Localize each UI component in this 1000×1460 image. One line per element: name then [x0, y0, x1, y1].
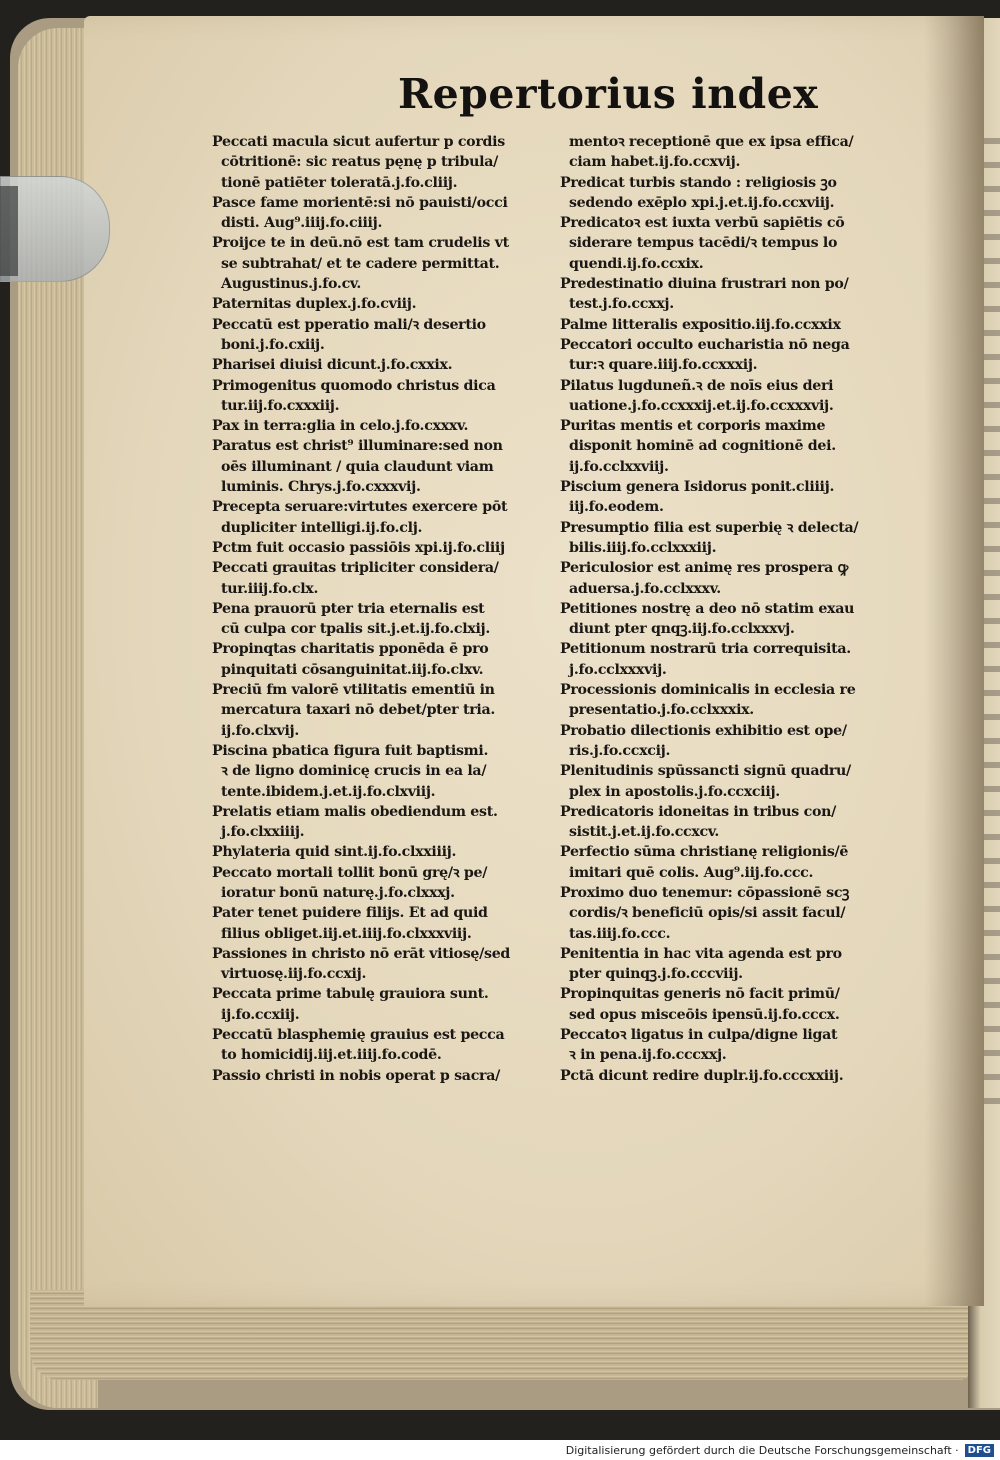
- index-entry: Phylateria quid sint.ij.fo.clxxiiij.: [212, 844, 457, 861]
- index-entry: Palme litteralis expositio.iij.fo.ccxxix: [560, 316, 841, 333]
- index-entry: Piscium genera Isidorus ponit.cliiij.: [560, 479, 835, 496]
- index-entry: Plenitudinis spūssancti signū quadru/: [560, 763, 851, 780]
- index-line-continuation: virtuosę.iij.fo.ccxij.: [221, 966, 367, 983]
- index-entry: Primogenitus quomodo christus dica: [212, 377, 496, 394]
- index-entry: Precepta seruare:virtutes exercere pōt: [212, 499, 508, 516]
- index-entry: Peccatoꝛ ligatus in culpa/digne ligat: [560, 1027, 838, 1044]
- index-line-continuation: ij.fo.cclxxviij.: [569, 458, 669, 475]
- index-line-continuation: plex in apostolis.j.fo.ccxciij.: [569, 783, 780, 800]
- index-line-continuation: cū culpa cor tpalis sit.j.et.ij.fo.clxij.: [221, 621, 491, 638]
- index-line-continuation: test.j.fo.ccxxj.: [569, 296, 674, 313]
- index-line-continuation: j.fo.clxxiiij.: [221, 824, 305, 841]
- index-line-continuation: mentoꝛ receptionē que ex ipsa effica/: [569, 134, 854, 150]
- index-line-continuation: boni.j.fo.cxiij.: [221, 336, 325, 353]
- index-entry: Peccato mortali tollit bonū grę/ꝛ pe/: [212, 864, 488, 881]
- index-line-continuation: siderare tempus tacēdi/ꝛ tempus lo: [569, 235, 838, 252]
- index-entry: Peccatori occulto eucharistia nō nega: [560, 336, 850, 353]
- index-line-continuation: Augustinus.j.fo.cv.: [221, 276, 362, 293]
- index-line-continuation: se subtrahat/ et te cadere permittat.: [221, 255, 500, 272]
- footer-credit: Digitalisierung gefördert durch die Deutsche Forschungsgemeinschaft ·: [565, 1443, 959, 1457]
- dfg-logo: DFG: [965, 1444, 994, 1457]
- index-entry: Pasce fame morientē:si nō pauisti/occi: [212, 194, 508, 211]
- index-line-continuation: disponit hominē ad cognitionē dei.: [569, 438, 836, 455]
- index-entry: Predicatoꝛ est iuxta verbū sapiētis cō: [560, 215, 845, 232]
- index-line-continuation: dupliciter intelligi.ij.fo.clj.: [221, 519, 423, 536]
- index-entry: Peccata prime tabulę grauiora sunt.: [212, 986, 489, 1003]
- index-line-continuation: tur.iij.fo.cxxxiij.: [221, 397, 340, 414]
- index-line-continuation: filius obliget.iij.et.iiij.fo.clxxxviij.: [221, 925, 472, 942]
- index-entry: Predicatoris idoneitas in tribus con/: [560, 803, 837, 820]
- index-entry: Predestinatio diuina frustrari non po/: [560, 276, 849, 293]
- index-line-continuation: iij.fo.eodem.: [569, 499, 664, 516]
- index-line-continuation: luminis. Chrys.j.fo.cxxxvij.: [221, 479, 421, 496]
- index-line-continuation: sed opus misceōis ipensū.ij.fo.cccx.: [569, 1006, 840, 1023]
- index-entry: Passiones in christo nō erāt vitiosę/sed: [212, 945, 511, 962]
- index-entry: Proijce te in deū.nō est tam crudelis vt: [212, 235, 509, 252]
- index-entry: Perfectio sūma christianę religionis/ē: [560, 844, 849, 861]
- index-line-continuation: ꝛ in pena.ij.fo.cccxxj.: [569, 1047, 727, 1064]
- index-line-continuation: tente.ibidem.j.et.ij.fo.clxviij.: [221, 783, 436, 800]
- index-line-continuation: tas.iiij.fo.ccc.: [569, 925, 671, 942]
- index-line-continuation: oēs illuminant / quia claudunt viam: [221, 458, 494, 475]
- index-line-continuation: disti. Aug⁹.iiij.fo.ciiij.: [221, 215, 383, 232]
- index-line-continuation: diunt pter qnqꝫ.iij.fo.cclxxxvj.: [569, 621, 795, 638]
- spine-shadow: [924, 16, 984, 1306]
- index-entry: Prelatis etiam malis obediendum est.: [212, 803, 498, 820]
- index-line-continuation: tur:ꝛ quare.iiij.fo.ccxxxij.: [569, 357, 758, 374]
- index-line-continuation: j.fo.cclxxxvij.: [569, 661, 667, 678]
- right-column: [560, 132, 896, 1086]
- index-entry: Peccati grauitas tripliciter considera/: [212, 560, 499, 577]
- index-entry: Petitionum nostrarū tria correquisita.: [560, 641, 851, 658]
- index-entry: Pena prauorū pter tria eternalis est: [212, 600, 485, 617]
- index-entry: Puritas mentis et corporis maxime: [560, 418, 826, 435]
- index-entry: Predicat turbis stando : religiosis ꝫo: [560, 174, 837, 191]
- index-line-continuation: tionē patiēter toleratā.j.fo.cliij.: [221, 174, 458, 191]
- index-entry: Preciū fm valorē vtilitatis ementiū in: [212, 682, 495, 699]
- index-line-continuation: ciam habet.ij.fo.ccxvij.: [569, 154, 741, 171]
- index-line-continuation: cordis/ꝛ beneficiū opis/si assit facul/: [569, 905, 846, 922]
- index-entry: Propinquitas generis nō facit primū/: [560, 986, 840, 1003]
- footer-bar: [0, 1440, 1000, 1460]
- index-line-continuation: quendi.ij.fo.ccxix.: [569, 255, 704, 272]
- index-line-continuation: tur.iiij.fo.clx.: [221, 580, 319, 597]
- index-entry: Pctm fuit occasio passiōis xpi.ij.fo.cliij: [212, 539, 505, 556]
- index-entry: Propinqtas charitatis pponēda ē pro: [212, 641, 489, 658]
- index-entry: Paternitas duplex.j.fo.cviij.: [212, 296, 417, 313]
- index-line-continuation: to homicidij.iij.et.iiij.fo.codē.: [221, 1047, 442, 1064]
- index-entry: Petitiones nostrę a deo nō statim exau: [560, 600, 855, 617]
- left-column: [212, 132, 554, 1086]
- index-line-continuation: ioratur bonū naturę.j.fo.clxxxj.: [221, 884, 455, 901]
- index-entry: Passio christi in nobis operat p sacra/: [212, 1067, 500, 1084]
- index-entry: Periculosior est animę res prospera ꝙ: [560, 560, 849, 577]
- index-entry: Pater tenet puidere filijs. Et ad quid: [212, 905, 488, 922]
- index-line-continuation: mercatura taxari nō debet/pter tria.: [221, 702, 496, 719]
- index-line-continuation: imitari quē colis. Aug⁹.iij.fo.ccc.: [569, 864, 814, 881]
- index-line-continuation: bilis.iiij.fo.cclxxxiij.: [569, 539, 717, 556]
- page-title: Repertorius index: [398, 70, 819, 118]
- index-line-continuation: cōtritionē: sic reatus pęnę p tribula/: [221, 154, 498, 171]
- index-entry: Pharisei diuisi dicunt.j.fo.cxxix.: [212, 357, 453, 374]
- index-line-continuation: ris.j.fo.ccxcij.: [569, 742, 671, 759]
- index-line-continuation: sedendo exēplo xpi.j.et.ij.fo.ccxviij.: [569, 194, 835, 211]
- index-entry: Pax in terra:glia in celo.j.fo.cxxxv.: [212, 418, 469, 435]
- index-entry: Pilatus lugduneñ.ꝛ de noīs eius deri: [560, 377, 834, 394]
- index-line-continuation: ij.fo.ccxiij.: [221, 1006, 300, 1023]
- index-line-continuation: presentatio.j.fo.cclxxxix.: [569, 702, 754, 719]
- index-entry: Processionis dominicalis in ecclesia re: [560, 682, 856, 699]
- index-line-continuation: ꝛ de ligno dominicę crucis in ea la/: [221, 763, 487, 780]
- index-entry: Peccatū est pperatio mali/ꝛ desertio: [212, 316, 486, 333]
- index-entry: Presumptio filia est superbię ꝛ delecta/: [560, 519, 859, 536]
- index-entry: Peccatū blasphemię grauius est pecca: [212, 1027, 505, 1044]
- page-clip-bar: [0, 186, 18, 276]
- index-line-continuation: sistit.j.et.ij.fo.ccxcv.: [569, 824, 720, 841]
- index-line-continuation: ij.fo.clxvij.: [221, 722, 300, 739]
- index-entry: Piscina pbatica figura fuit baptismi.: [212, 742, 489, 759]
- index-entry: Probatio dilectionis exhibitio est ope/: [560, 722, 847, 739]
- index-entry: Peccati macula sicut aufertur p cordis: [212, 134, 505, 150]
- index-line-continuation: uatione.j.fo.ccxxxij.et.ij.fo.ccxxxvij.: [569, 397, 834, 414]
- index-line-continuation: aduersa.j.fo.cclxxxv.: [569, 580, 721, 597]
- index-entry: Proximo duo tenemur: cōpassionē scꝫ: [560, 884, 850, 901]
- index-line-continuation: pter quinqꝫ.j.fo.cccviij.: [569, 966, 743, 983]
- index-entry: Paratus est christ⁹ illuminare:sed non: [212, 438, 503, 455]
- index-entry: Pctā dicunt redire duplr.ij.fo.cccxxiij.: [560, 1067, 844, 1084]
- index-entry: Penitentia in hac vita agenda est pro: [560, 945, 842, 962]
- index-line-continuation: pinquitati cōsanguinitat.iij.fo.clxv.: [221, 661, 484, 678]
